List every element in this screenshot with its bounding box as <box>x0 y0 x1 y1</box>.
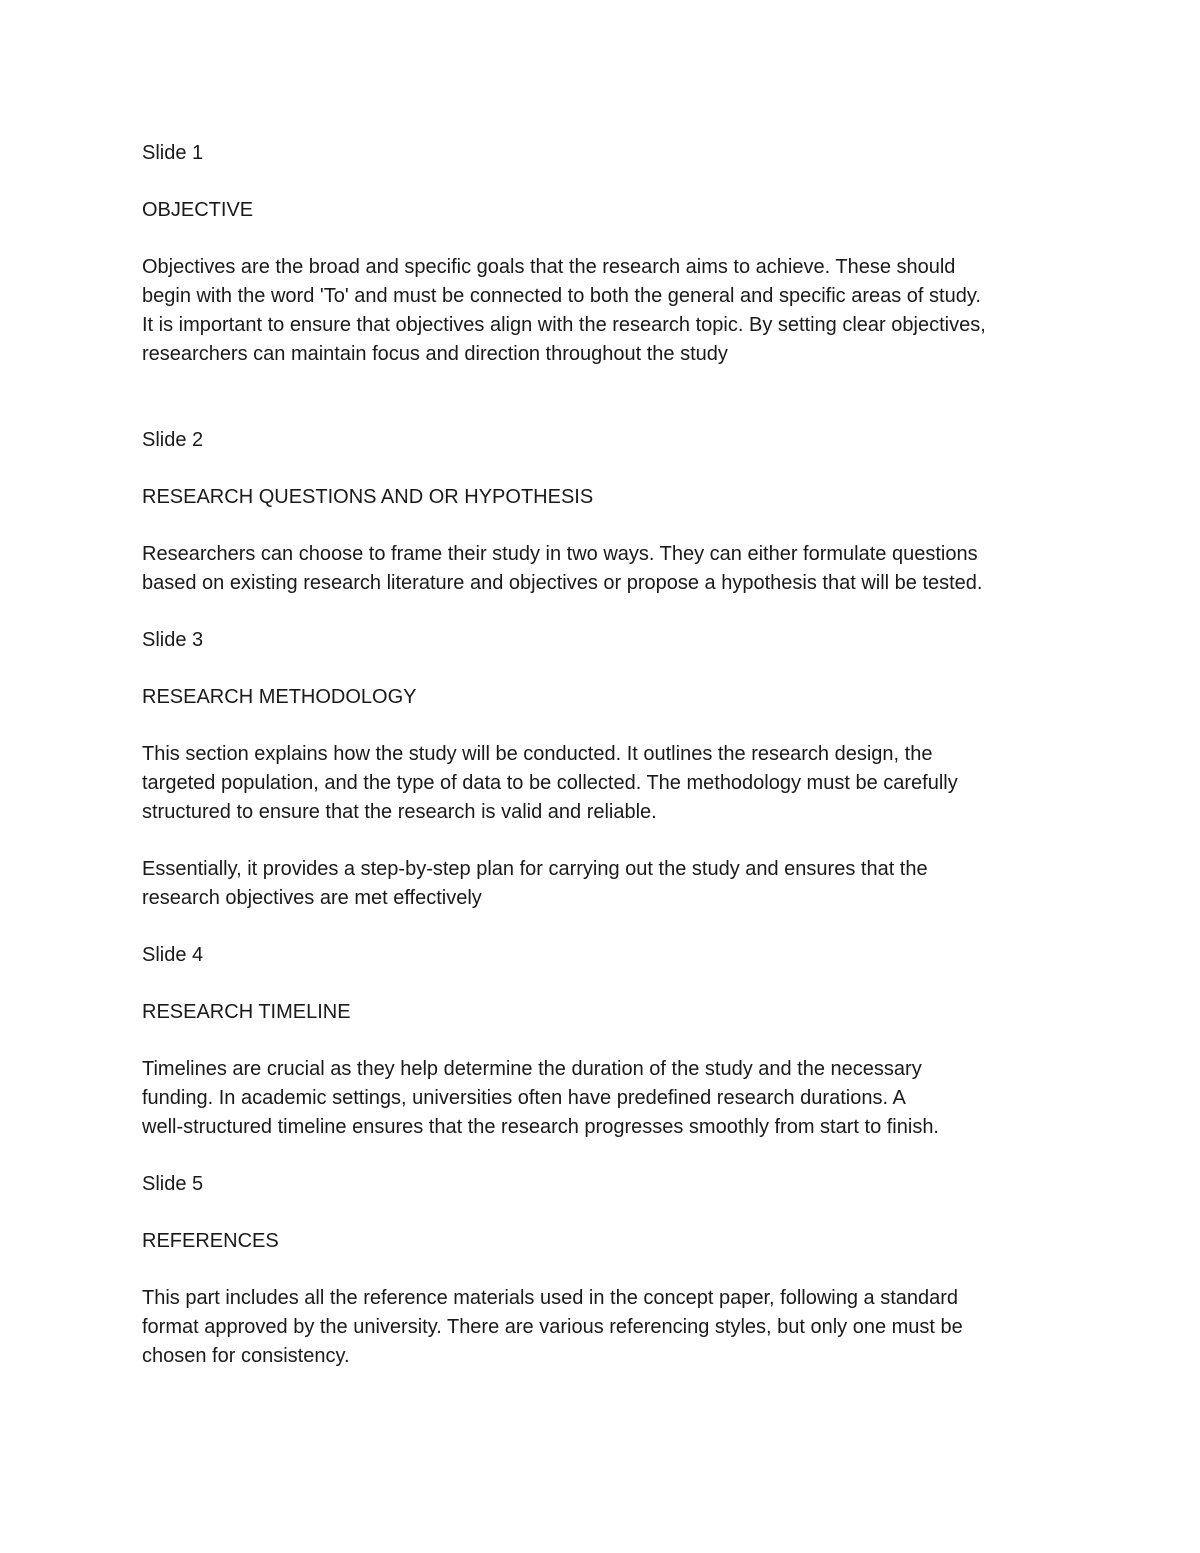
section-heading: RESEARCH METHODOLOGY <box>142 686 417 708</box>
paragraph-line: Essentially, it provides a step-by-step plan for carrying out the study and ensures that the <box>142 858 928 880</box>
paragraph-line: funding. In academic settings, universities often have predefined research durations. A <box>142 1087 906 1109</box>
paragraph-line: format approved by the university. There are various referencing styles, but only one must be <box>142 1316 963 1338</box>
paragraph-line: It is important to ensure that objectives align with the research topic. By setting clear objectives, <box>142 314 986 336</box>
paragraph-line: Researchers can choose to frame their study in two ways. They can either formulate questions <box>142 543 978 565</box>
paragraph-line: chosen for consistency. <box>142 1345 350 1367</box>
paragraph <box>142 540 1072 598</box>
slide-label: Slide 1 <box>142 142 204 164</box>
document-body <box>142 139 1072 1399</box>
slide-label: Slide 5 <box>142 1173 204 1195</box>
paragraph-line: Timelines are crucial as they help determine the duration of the study and the necessary <box>142 1058 922 1080</box>
paragraph-line: researchers can maintain focus and direction throughout the study <box>142 343 728 365</box>
paragraph-line: This section explains how the study will be conducted. It outlines the research design, the <box>142 743 933 765</box>
section-heading: RESEARCH QUESTIONS AND OR HYPOTHESIS <box>142 486 594 508</box>
slide-label: Slide 4 <box>142 944 204 966</box>
section-heading: OBJECTIVE <box>142 199 254 221</box>
paragraph <box>142 740 1072 827</box>
paragraph-line: Objectives are the broad and specific goals that the research aims to achieve. These should <box>142 256 956 278</box>
paragraph-line: structured to ensure that the research is valid and reliable. <box>142 801 657 823</box>
paragraph <box>142 1055 1072 1142</box>
paragraph-line: well-structured timeline ensures that the research progresses smoothly from start to finish. <box>142 1116 939 1138</box>
paragraph-line: based on existing research literature and objectives or propose a hypothesis that will be tested. <box>142 572 983 594</box>
paragraph <box>142 253 1072 369</box>
slide-label: Slide 2 <box>142 429 204 451</box>
section-heading: RESEARCH TIMELINE <box>142 1001 351 1023</box>
paragraph-line: This part includes all the reference materials used in the concept paper, following a standard <box>142 1287 959 1309</box>
paragraph <box>142 1284 1072 1371</box>
slide-label: Slide 3 <box>142 629 204 651</box>
paragraph <box>142 855 1072 913</box>
paragraph-line: targeted population, and the type of data to be collected. The methodology must be carefully <box>142 772 958 794</box>
paragraph-line: research objectives are met effectively <box>142 887 482 909</box>
section-heading: REFERENCES <box>142 1230 279 1252</box>
paragraph-line: begin with the word 'To' and must be connected to both the general and specific areas of study. <box>142 285 981 307</box>
